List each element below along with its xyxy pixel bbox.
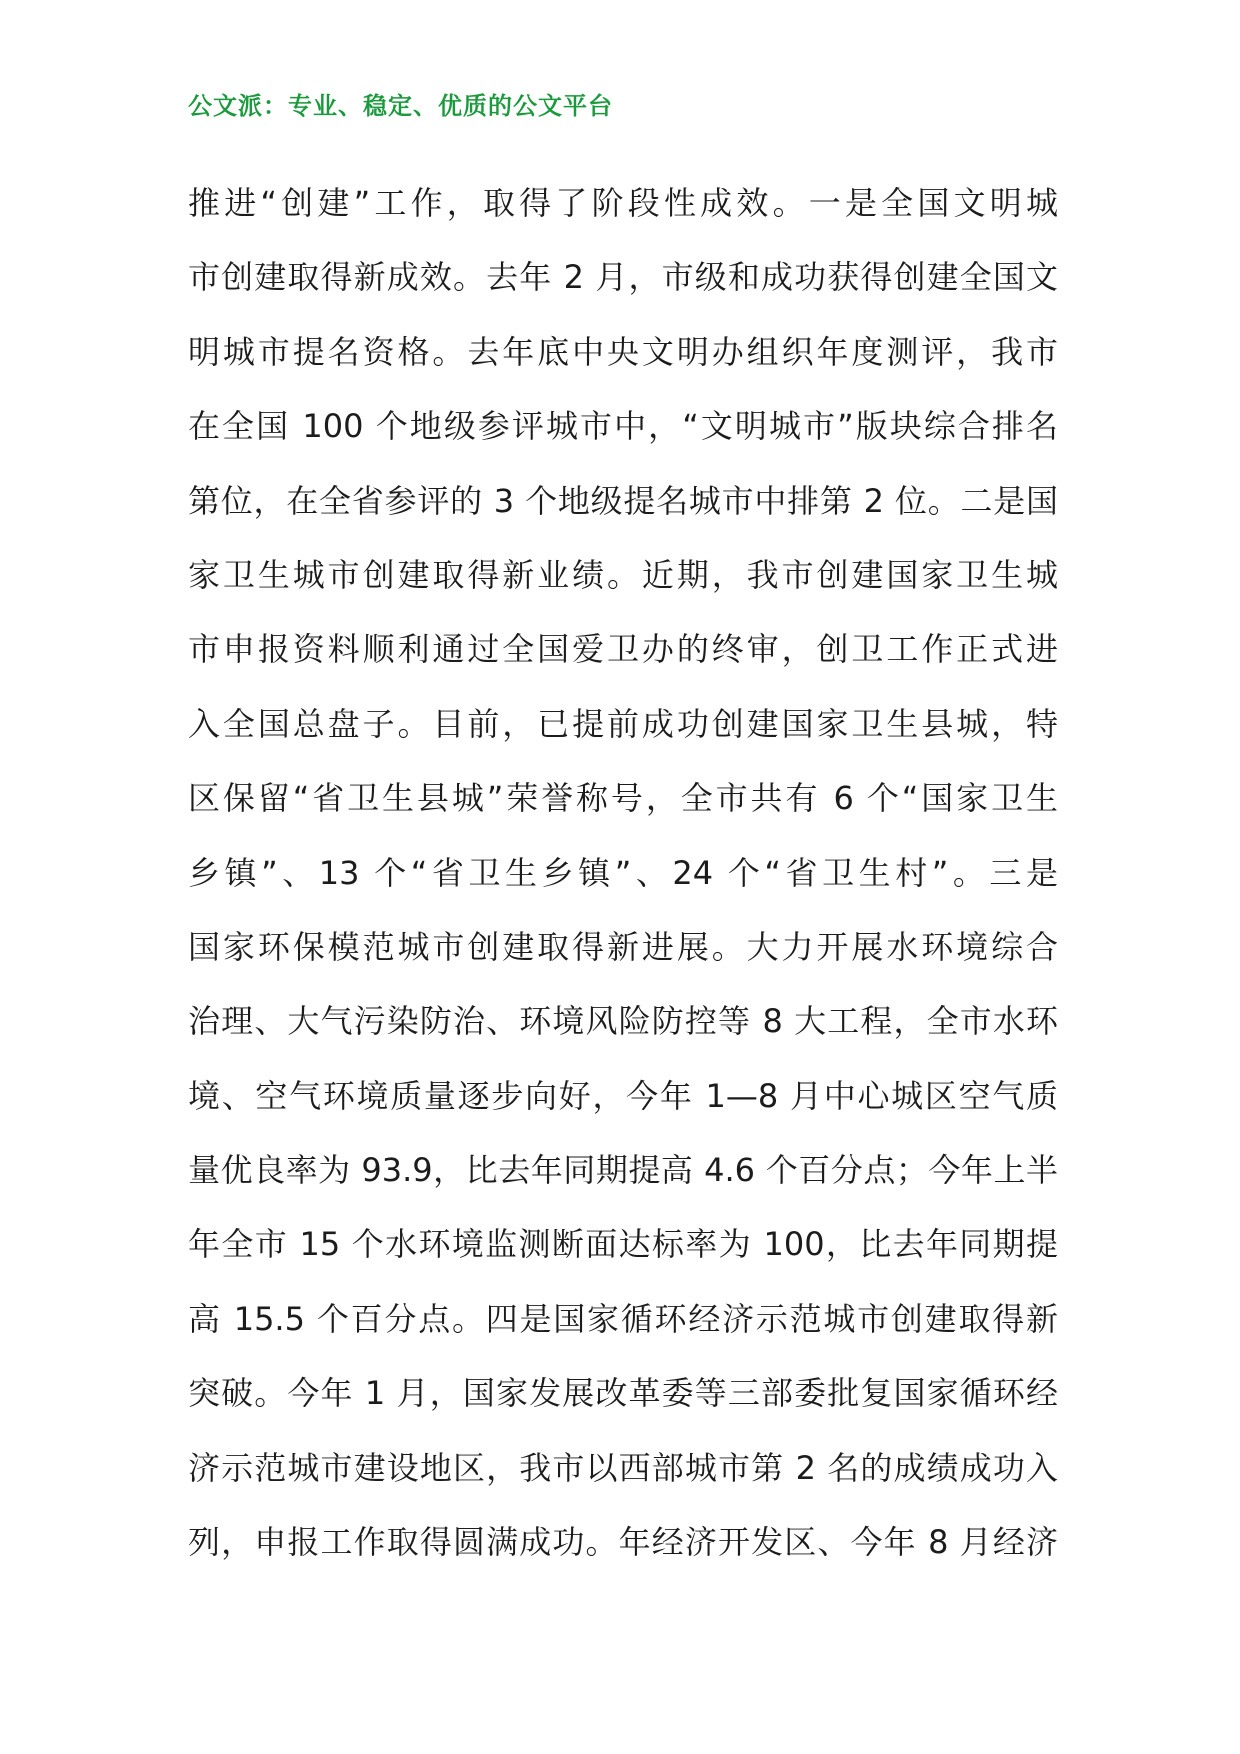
text-line: 高 15.5 个百分点。四是国家循环经济示范城市创建取得新 xyxy=(188,1299,1058,1338)
text-line: 乡镇”、13 个“省卫生乡镇”、24 个“省卫生村”。三是 xyxy=(188,853,1058,892)
page-header: 公文派：专业、稳定、优质的公文平台 xyxy=(188,92,613,120)
body-text xyxy=(188,166,1058,1579)
text-line: 治理、大气污染防治、环境风险防控等 8 大工程，全市水环 xyxy=(188,1002,1058,1041)
text-line: 入全国总盘子。目前，已提前成功创建国家卫生县城，特 xyxy=(188,704,1058,743)
text-line: 济示范城市建设地区，我市以西部城市第 2 名的成绩成功入 xyxy=(188,1448,1058,1487)
text-line: 家卫生城市创建取得新业绩。近期，我市创建国家卫生城 xyxy=(188,555,1058,594)
text-line: 列，申报工作取得圆满成功。年经济开发区、今年 8 月经济 xyxy=(188,1523,1058,1562)
text-line: 在全国 100 个地级参评城市中，“文明城市”版块综合排名 xyxy=(188,407,1058,446)
text-line: 明城市提名资格。去年底中央文明办组织年度测评，我市 xyxy=(188,332,1058,371)
text-line: 区保留“省卫生县城”荣誉称号，全市共有 6 个“国家卫生 xyxy=(188,779,1058,818)
text-line: 境、空气环境质量逐步向好，今年 1—8 月中心城区空气质 xyxy=(188,1076,1058,1115)
text-line: 突破。今年 1 月，国家发展改革委等三部委批复国家循环经 xyxy=(188,1374,1058,1413)
text-line: 市申报资料顺利通过全国爱卫办的终审，创卫工作正式进 xyxy=(188,630,1058,669)
text-line: 推进“创建”工作，取得了阶段性成效。一是全国文明城 xyxy=(188,184,1058,222)
text-line: 市创建取得新成效。去年 2 月，市级和成功获得创建全国文 xyxy=(188,258,1058,297)
text-line: 国家环保模范城市创建取得新进展。大力开展水环境综合 xyxy=(188,927,1058,966)
text-line: 第位，在全省参评的 3 个地级提名城市中排第 2 位。二是国 xyxy=(188,481,1058,520)
text-line: 年全市 15 个水环境监测断面达标率为 100，比去年同期提 xyxy=(188,1225,1058,1264)
text-line: 量优良率为 93.9，比去年同期提高 4.6 个百分点；今年上半 xyxy=(188,1151,1058,1190)
